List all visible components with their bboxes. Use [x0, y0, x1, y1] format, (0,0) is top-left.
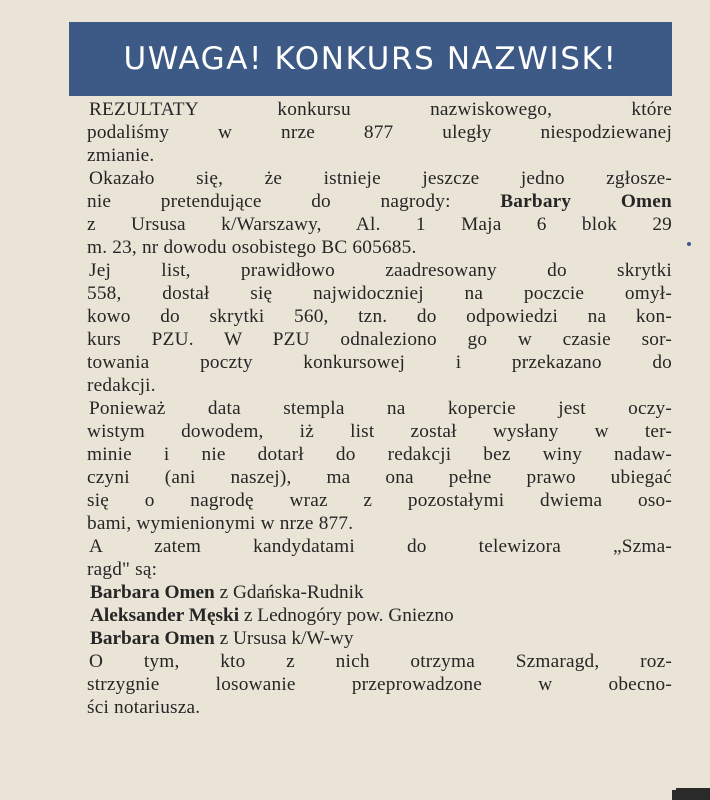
text-line: zmianie. [87, 145, 155, 166]
text-line: ści notariusza. [87, 697, 201, 718]
candidate-entry [87, 604, 672, 627]
candidates-list [87, 581, 672, 650]
text-line: kowo do skrytki 560, tzn. do odpowiedzi na kon- [87, 306, 672, 327]
paragraph-stamp [87, 397, 672, 535]
text-line: czyni (ani naszej), ma ona pełne prawo ubiegać [87, 467, 672, 488]
bold-name: Barbary Omen [500, 191, 672, 212]
text-line: minie i nie dotarł do redakcji bez winy nadaw- [87, 444, 672, 465]
article-body [87, 98, 672, 719]
text-line: wistym dowodem, iż list został wysłany w ter- [87, 421, 672, 442]
text-line: A zatem kandydatami do telewizora „Szma- [89, 536, 672, 557]
candidate-name: Barbara Omen [90, 582, 215, 603]
paragraph-candidates-intro [87, 535, 672, 581]
print-speck [687, 242, 691, 246]
candidate-name: Aleksander Męski [90, 605, 240, 626]
text-line: podaliśmy w nrze 877 uległy niespodziewanej [87, 122, 672, 143]
text-line: 558, dostał się najwidoczniej na poczcie omył- [87, 283, 672, 304]
text-line: m. 23, nr dowodu osobistego BC 605685. [87, 237, 417, 258]
headline-banner [69, 22, 672, 96]
text-fragment: nie pretendujące do nagrody: [87, 191, 451, 212]
text-line: bami, wymienionymi w nrze 877. [87, 513, 354, 534]
candidate-name: Barbara Omen [90, 628, 215, 649]
text-line: REZULTATY konkursu nazwiskowego, które [89, 99, 672, 120]
text-line: towania poczty konkursowej i przekazano do [87, 352, 672, 373]
text-line: z Ursusa k/Warszawy, Al. 1 Maja 6 blok 29 [87, 214, 672, 235]
paragraph-closing [87, 650, 672, 719]
text-line-with-name [87, 190, 672, 213]
candidate-place: z Ursusa k/W-wy [219, 628, 354, 649]
text-line: O tym, kto z nich otrzyma Szmaragd, roz- [89, 651, 672, 672]
headline-title: UWAGA! KONKURS NAZWISK! [123, 41, 618, 77]
text-line: kurs PZU. W PZU odnaleziono go w czasie sor- [87, 329, 672, 350]
text-line: ragd" są: [87, 559, 158, 580]
text-line: Ponieważ data stempla na kopercie jest oczy- [89, 398, 672, 419]
candidate-place: z Lednogóry pow. Gniezno [243, 605, 454, 626]
page-corner-mark [676, 788, 710, 800]
paragraph-new-entry [87, 167, 672, 259]
paragraph-letter [87, 259, 672, 397]
candidate-place: z Gdańska-Rudnik [219, 582, 364, 603]
text-line: strzygnie losowanie przeprowadzone w obecno- [87, 674, 672, 695]
text-line: się o nagrodę wraz z pozostałymi dwiema oso- [87, 490, 672, 511]
text-line: Jej list, prawidłowo zaadresowany do skrytki [89, 260, 672, 281]
paragraph-results [87, 98, 672, 167]
text-line: Okazało się, że istnieje jeszcze jedno zgłosze- [89, 168, 672, 189]
candidate-entry [87, 581, 672, 604]
text-line: redakcji. [87, 375, 156, 396]
candidate-entry [87, 627, 672, 650]
